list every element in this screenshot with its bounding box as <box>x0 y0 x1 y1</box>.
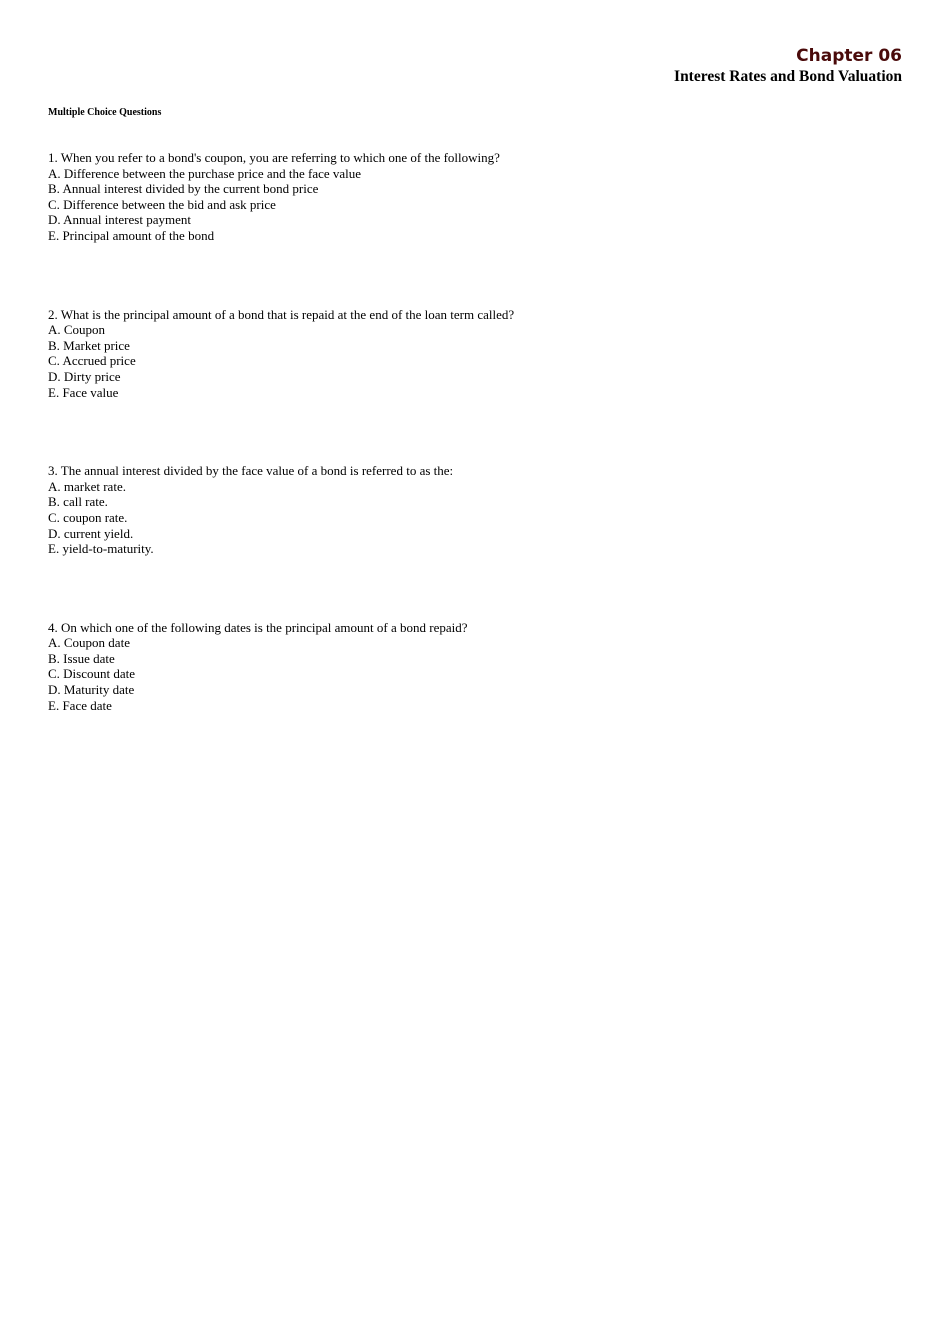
page-header <box>674 45 902 87</box>
question-item <box>48 150 748 244</box>
question-item <box>48 463 748 557</box>
answer-option: C. Accrued price <box>48 353 136 369</box>
answer-option: D. Dirty price <box>48 368 121 384</box>
answer-option: E. yield-to-maturity. <box>48 541 154 557</box>
answer-option: C. Discount date <box>48 666 136 682</box>
answer-option: B. call rate. <box>48 494 108 510</box>
answer-option: B. Annual interest divided by the current bond price <box>48 181 319 197</box>
answer-option: D. Maturity date <box>48 682 135 698</box>
answer-option: C. coupon rate. <box>48 509 128 525</box>
question-text: 3. The annual interest divided by the face value of a bond is referred to as the: <box>48 463 454 479</box>
answer-option: D. Annual interest payment <box>48 212 191 228</box>
answer-option: A. market rate. <box>48 478 126 494</box>
answer-option: E. Face date <box>48 697 112 713</box>
section-heading: Multiple Choice Questions <box>48 107 162 118</box>
question-text: 1. When you refer to a bond's coupon, you are referring to which one of the following? <box>48 150 500 165</box>
answer-option: E. Face value <box>48 384 119 400</box>
chapter-title: Interest Rates and Bond Valuation <box>674 68 902 85</box>
answer-option: C. Difference between the bid and ask price <box>48 196 276 212</box>
chapter-number: Chapter 06 <box>796 46 902 66</box>
question-list <box>48 150 748 776</box>
answer-option: E. Principal amount of the bond <box>48 227 215 243</box>
answer-option: D. current yield. <box>48 525 134 541</box>
question-text: 4. On which one of the following dates is the principal amount of a bond repaid? <box>48 619 468 635</box>
question-item <box>48 307 748 401</box>
answer-option: A. Coupon <box>48 322 106 338</box>
answer-option: A. Difference between the purchase price and the face value <box>48 165 362 181</box>
question-text: 2. What is the principal amount of a bond that is repaid at the end of the loan term called? <box>48 306 515 322</box>
answer-option: B. Market price <box>48 337 130 353</box>
question-item <box>48 620 748 714</box>
answer-option: A. Coupon date <box>48 635 130 651</box>
answer-option: B. Issue date <box>48 650 115 666</box>
